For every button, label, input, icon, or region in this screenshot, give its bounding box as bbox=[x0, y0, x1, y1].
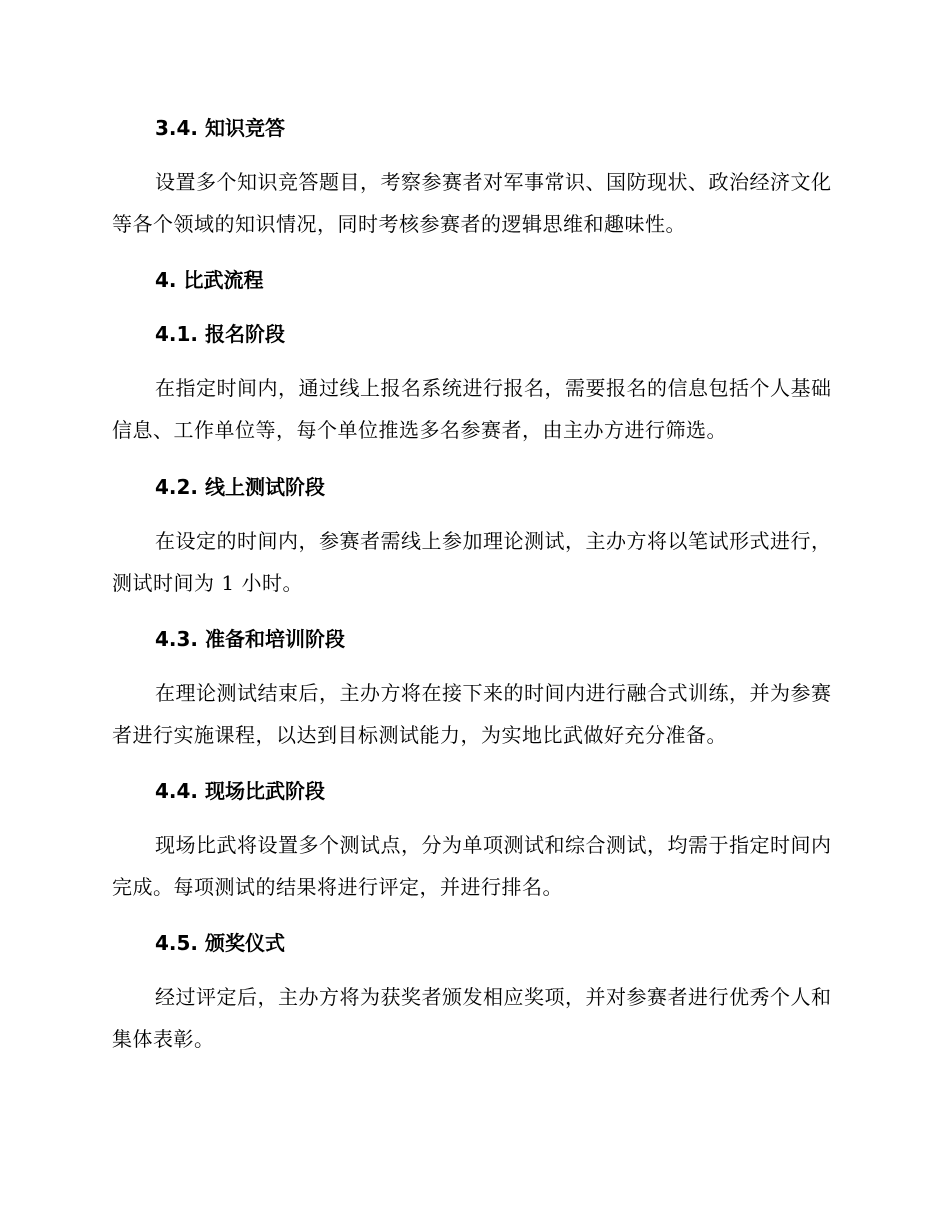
section-body-registration: 在指定时间内，通过线上报名系统进行报名，需要报名的信息包括个人基础信息、工作单位等，每个单位推选多名参赛者，由主办方进行筛选。 bbox=[112, 376, 832, 442]
section-heading-onsite-competition: 4.4. 现场比武阶段 bbox=[155, 779, 325, 803]
section-body-onsite-competition: 现场比武将设置多个测试点，分为单项测试和综合测试，均需于指定时间内完成。每项测试的结果将进行评定，并进行排名。 bbox=[112, 833, 832, 899]
section-body-online-test: 在设定的时间内，参赛者需线上参加理论测试，主办方将以笔试形式进行，测试时间为 1 小时。 bbox=[112, 529, 832, 595]
section-heading-registration: 4.1. 报名阶段 bbox=[155, 322, 285, 346]
section-body-knowledge-quiz: 设置多个知识竞答题目，考察参赛者对军事常识、国防现状、政治经济文化等各个领域的知识情况，同时考核参赛者的逻辑思维和趣味性。 bbox=[112, 170, 832, 236]
section-heading-knowledge-quiz: 3.4. 知识竞答 bbox=[155, 116, 285, 140]
section-heading-preparation-training: 4.3. 准备和培训阶段 bbox=[155, 627, 345, 651]
section-heading-competition-process: 4. 比武流程 bbox=[155, 268, 264, 292]
section-body-award-ceremony: 经过评定后，主办方将为获奖者颁发相应奖项，并对参赛者进行优秀个人和集体表彰。 bbox=[112, 985, 832, 1051]
section-heading-online-test: 4.2. 线上测试阶段 bbox=[155, 475, 325, 499]
section-heading-award-ceremony: 4.5. 颁奖仪式 bbox=[155, 931, 285, 955]
section-body-preparation-training: 在理论测试结束后，主办方将在接下来的时间内进行融合式训练，并为参赛者进行实施课程，以达到目标测试能力，为实地比武做好充分准备。 bbox=[112, 681, 832, 747]
